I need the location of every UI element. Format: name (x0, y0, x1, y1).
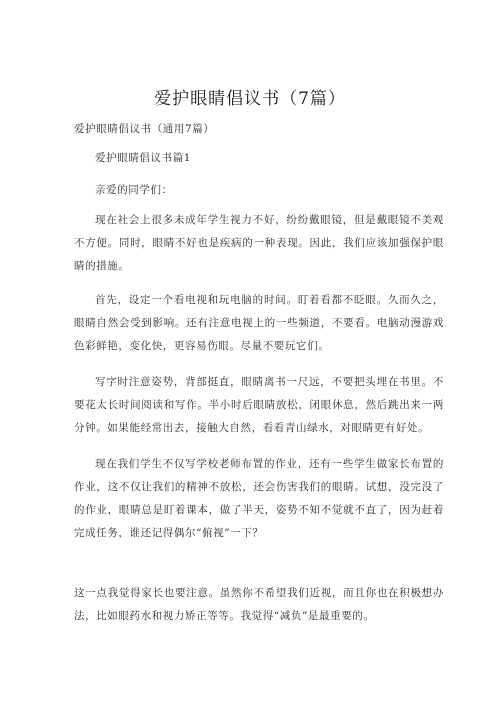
document-title: 爱护眼睛倡议书（7篇） (154, 89, 346, 109)
paragraph-4: 现在我们学生不仅写学校老师布置的作业，还有一些学生做家长布置的作业，这不仅让我们的精神不放松，还会伤害我们的眼睛。试想，没完没了的作业，眼睛总是盯着课本，做了半天，姿势不知不觉就不直了，因为赶着完成任务，谁还记得偶尔“俯视”一下？ (74, 458, 444, 539)
paragraph-1: 现在社会上很多未成年学生视力不好，纷纷戴眼镜，但是戴眼镜不美观不方便。同时，眼睛不好也是疾病的一种表现。因此，我们应该加强保护眼睛的措施。 (74, 214, 444, 272)
paragraph-2: 首先，设定一个看电视和玩电脑的时间。盯着看都不眨眼。久而久之，眼睛自然会受到影响。还有注意电视上的一些频道，不要看。电脑动漫游戏色彩鲜艳，变化快，更容易伤眼。尽量不要玩它们。 (74, 294, 444, 352)
section-heading: 爱护眼睛倡议书篇1 (95, 152, 192, 164)
document-subtitle: 爱护眼睛倡议书（通用7篇） (74, 123, 215, 135)
greeting: 亲爱的同学们： (95, 184, 173, 196)
paragraph-5: 这一点我觉得家长也要注意。虽然你不希望我们近视，而且你也在积极想办法，比如眼药水和视力矫正等等。我觉得“减负”是最重要的。 (74, 587, 444, 622)
paragraph-3: 写字时注意姿势，背部挺直，眼睛离书一尺远，不要把头埋在书里。不要花太长时间阅读和写作。半小时后眼睛放松，闭眼休息，然后跳出来一两分钟。如果能经常出去，接触大自然，看看青山绿水，对眼睛更有好处。 (74, 376, 444, 434)
